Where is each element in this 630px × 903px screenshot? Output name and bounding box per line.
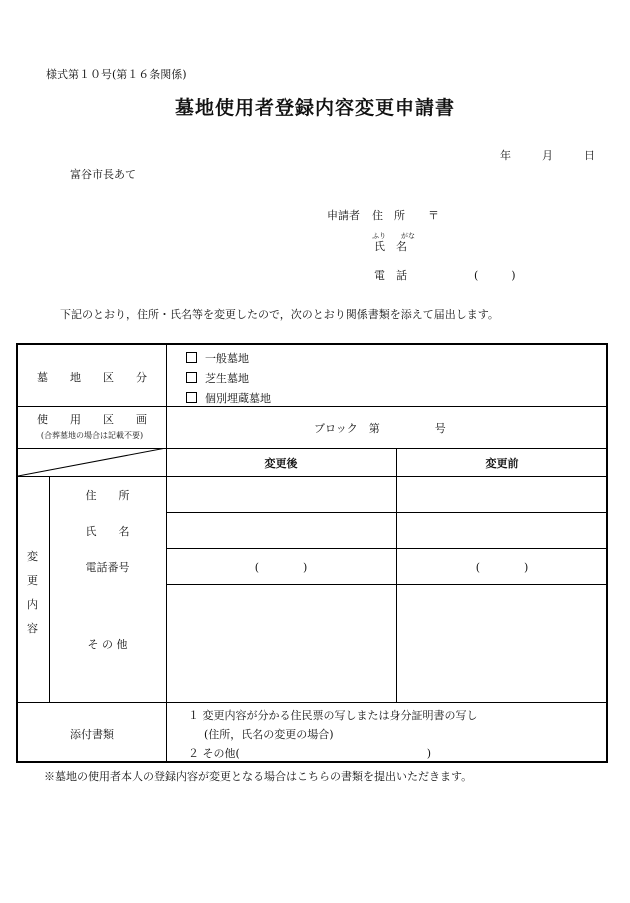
change-form-table	[16, 343, 608, 763]
col-divider	[49, 476, 50, 702]
grave-option-label: 個別埋蔵墓地	[205, 392, 271, 405]
checkbox-icon[interactable]	[186, 372, 197, 383]
statement: 下記のとおり，住所・氏名等を変更したので，次のとおり関係書類を添えて届出します。	[60, 308, 499, 321]
date-day-label: 日	[584, 149, 595, 162]
change-group-char: 容	[27, 622, 38, 635]
attach-item-1: １ 変更内容が分かる住民票の写しまたは身分証明書の写し	[188, 709, 478, 722]
row-divider	[166, 548, 608, 549]
attach-label: 添付書類	[70, 728, 114, 741]
date-month-label: 月	[542, 149, 553, 162]
name-before-field[interactable]	[397, 513, 608, 548]
applicant-label: 申請者	[327, 209, 360, 222]
postal-mark: 〒	[428, 209, 439, 222]
plot-value[interactable]: ブロック 第 号	[314, 422, 446, 435]
change-group-char: 内	[27, 598, 38, 611]
plot-label: 使 用 区 画	[37, 413, 147, 426]
date-line	[500, 147, 595, 163]
applicant-phone-label: 電 話	[374, 269, 407, 282]
grave-option-general[interactable]	[186, 350, 249, 366]
row-label-phone: 電話番号	[85, 561, 130, 574]
other-before-field[interactable]	[397, 585, 608, 702]
change-group-char: 変	[27, 550, 38, 563]
col-header-before: 変更前	[485, 457, 519, 470]
form-title: 墓地使用者登録内容変更申請書	[174, 97, 455, 119]
row-label-name: 氏 名	[85, 525, 130, 538]
addressee: 富谷市長あて	[70, 168, 136, 181]
applicant-name-label: 氏 名	[374, 240, 407, 253]
applicant-address-label: 住 所	[372, 209, 405, 222]
change-group-label	[27, 545, 38, 641]
attach-item-1-note: (住所，氏名の変更の場合)	[204, 728, 334, 741]
other-after-field[interactable]	[167, 585, 396, 702]
applicant-phone-paren: ( )	[474, 269, 516, 282]
change-group-char: 更	[27, 574, 38, 587]
checkbox-icon[interactable]	[186, 352, 197, 363]
attach-item-2[interactable]: ２ その他( )	[188, 747, 432, 760]
checkbox-icon[interactable]	[186, 392, 197, 403]
phone-before-field[interactable]: ( )	[475, 561, 529, 574]
grave-option-individual[interactable]	[186, 390, 271, 406]
address-after-field[interactable]	[167, 477, 396, 512]
form-number: 様式第１０号(第１６条関係)	[46, 68, 187, 81]
diagonal-line	[18, 448, 167, 477]
row-label-address: 住 所	[85, 489, 130, 502]
plot-note: (合葬墓地の場合は記載不要)	[40, 431, 144, 440]
row-label-other: そ の 他	[87, 638, 128, 651]
name-ruby-furi: ふり	[372, 232, 386, 240]
row-divider	[18, 406, 608, 407]
col-header-after: 変更後	[264, 457, 298, 470]
grave-option-label: 芝生墓地	[205, 372, 249, 385]
grave-type-label: 墓 地 区 分	[37, 371, 147, 384]
date-year-label: 年	[500, 149, 511, 162]
name-ruby-gana: がな	[401, 232, 415, 240]
grave-option-lawn[interactable]	[186, 370, 249, 386]
footnote: ※墓地の使用者本人の登録内容が変更となる場合はこちらの書類を提出いただきます。	[44, 770, 473, 783]
grave-option-label: 一般墓地	[205, 352, 249, 365]
name-after-field[interactable]	[167, 513, 396, 548]
phone-after-field[interactable]: ( )	[254, 561, 308, 574]
row-divider	[18, 702, 608, 703]
address-before-field[interactable]	[397, 477, 608, 512]
